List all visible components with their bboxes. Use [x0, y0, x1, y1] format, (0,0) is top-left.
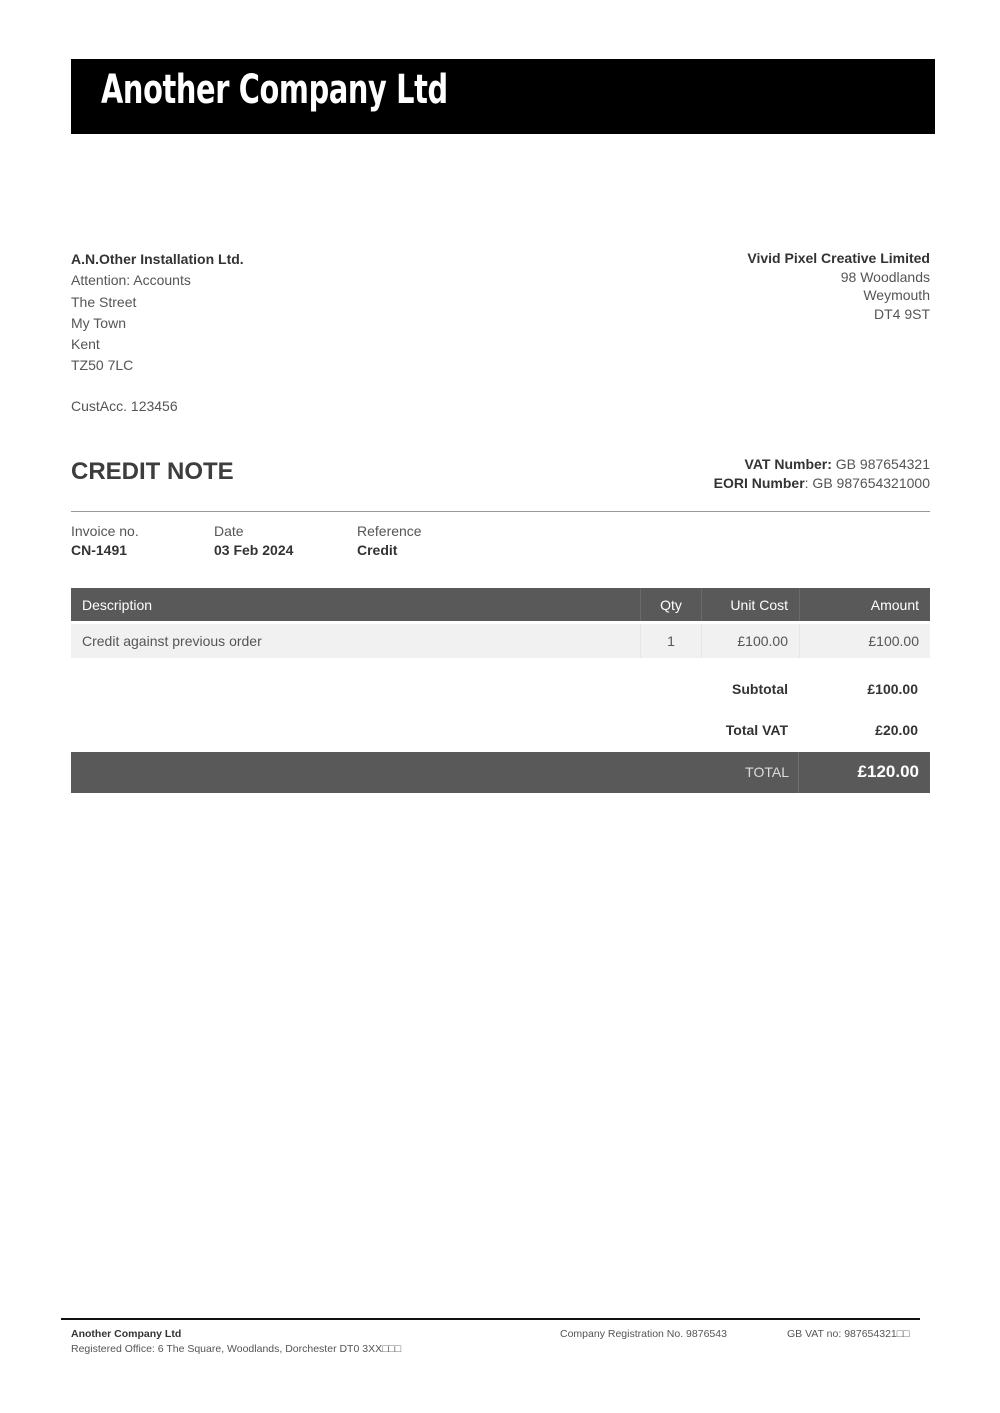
vat-number-label: VAT Number: — [744, 456, 832, 472]
footer-vat-number: GB VAT no: 987654321□□ — [787, 1328, 910, 1340]
invoice-date-value: 03 Feb 2024 — [214, 542, 294, 558]
supplier-name: Vivid Pixel Creative Limited — [747, 250, 930, 266]
company-logo-text: Another Company Ltd — [101, 67, 448, 113]
footer-registration-number: Company Registration No. 9876543 — [560, 1328, 727, 1340]
customer-address — [71, 249, 244, 377]
invoice-number — [71, 522, 139, 560]
supplier-address-line: Weymouth — [863, 287, 930, 303]
line-items-table — [71, 588, 930, 658]
customer-address-line: The Street — [71, 293, 137, 310]
invoice-reference-value: Credit — [357, 542, 398, 558]
invoice-date — [214, 522, 293, 560]
supplier-address — [747, 249, 930, 323]
document-title: CREDIT NOTE — [71, 458, 234, 485]
table-header-row — [71, 588, 930, 623]
column-header-amount: Amount — [800, 588, 931, 623]
grand-total-bar — [71, 752, 930, 793]
supplier-address-line: 98 Woodlands — [840, 268, 930, 285]
customer-address-line: Kent — [71, 336, 100, 353]
subtotal-label: Subtotal — [732, 681, 788, 697]
cell-amount: £100.00 — [800, 623, 931, 659]
cell-unit-cost: £100.00 — [702, 623, 800, 659]
vat-number-value: GB 987654321 — [835, 456, 930, 472]
total-vat-label: Total VAT — [725, 722, 788, 738]
supplier-address-line: DT4 9ST — [873, 305, 930, 322]
eori-number — [714, 474, 930, 493]
column-header-qty: Qty — [641, 588, 702, 623]
customer-name: A.N.Other Installation Ltd. — [71, 251, 244, 267]
table-row — [71, 623, 930, 659]
invoice-date-label: Date — [214, 523, 244, 539]
footer-registered-office: Registered Office: 6 The Square, Woodlands, Dorchester DT0 3XX□□□ — [71, 1343, 402, 1355]
footer-company-name: Another Company Ltd — [71, 1328, 182, 1340]
customer-address-line: TZ50 7LC — [71, 357, 134, 374]
vat-number — [714, 455, 930, 474]
tax-identifiers — [714, 455, 930, 492]
header-divider — [71, 511, 930, 512]
footer-divider — [61, 1318, 920, 1320]
footer-company-info — [71, 1327, 401, 1357]
total-vat-value: £20.00 — [875, 722, 918, 738]
customer-account: CustAcc. 123456 — [71, 398, 178, 414]
grand-total-value: £120.00 — [857, 762, 919, 781]
company-logo-bar — [71, 59, 935, 134]
subtotal-value: £100.00 — [867, 681, 918, 697]
invoice-number-value: CN-1491 — [71, 542, 128, 558]
invoice-number-label: Invoice no. — [71, 523, 139, 539]
invoice-reference-label: Reference — [357, 523, 422, 539]
column-header-description: Description — [71, 588, 641, 623]
invoice-reference — [357, 522, 422, 560]
column-header-unit-cost: Unit Cost — [702, 588, 800, 623]
grand-total-label: TOTAL — [745, 764, 789, 780]
cell-description: Credit against previous order — [71, 623, 641, 659]
customer-address-line: My Town — [71, 314, 126, 331]
cell-qty: 1 — [641, 623, 702, 659]
customer-address-line: Attention: Accounts — [71, 272, 191, 289]
eori-number-value: : GB 987654321000 — [804, 474, 930, 491]
grand-total-divider — [798, 752, 799, 793]
eori-number-label: EORI Number — [713, 474, 805, 491]
